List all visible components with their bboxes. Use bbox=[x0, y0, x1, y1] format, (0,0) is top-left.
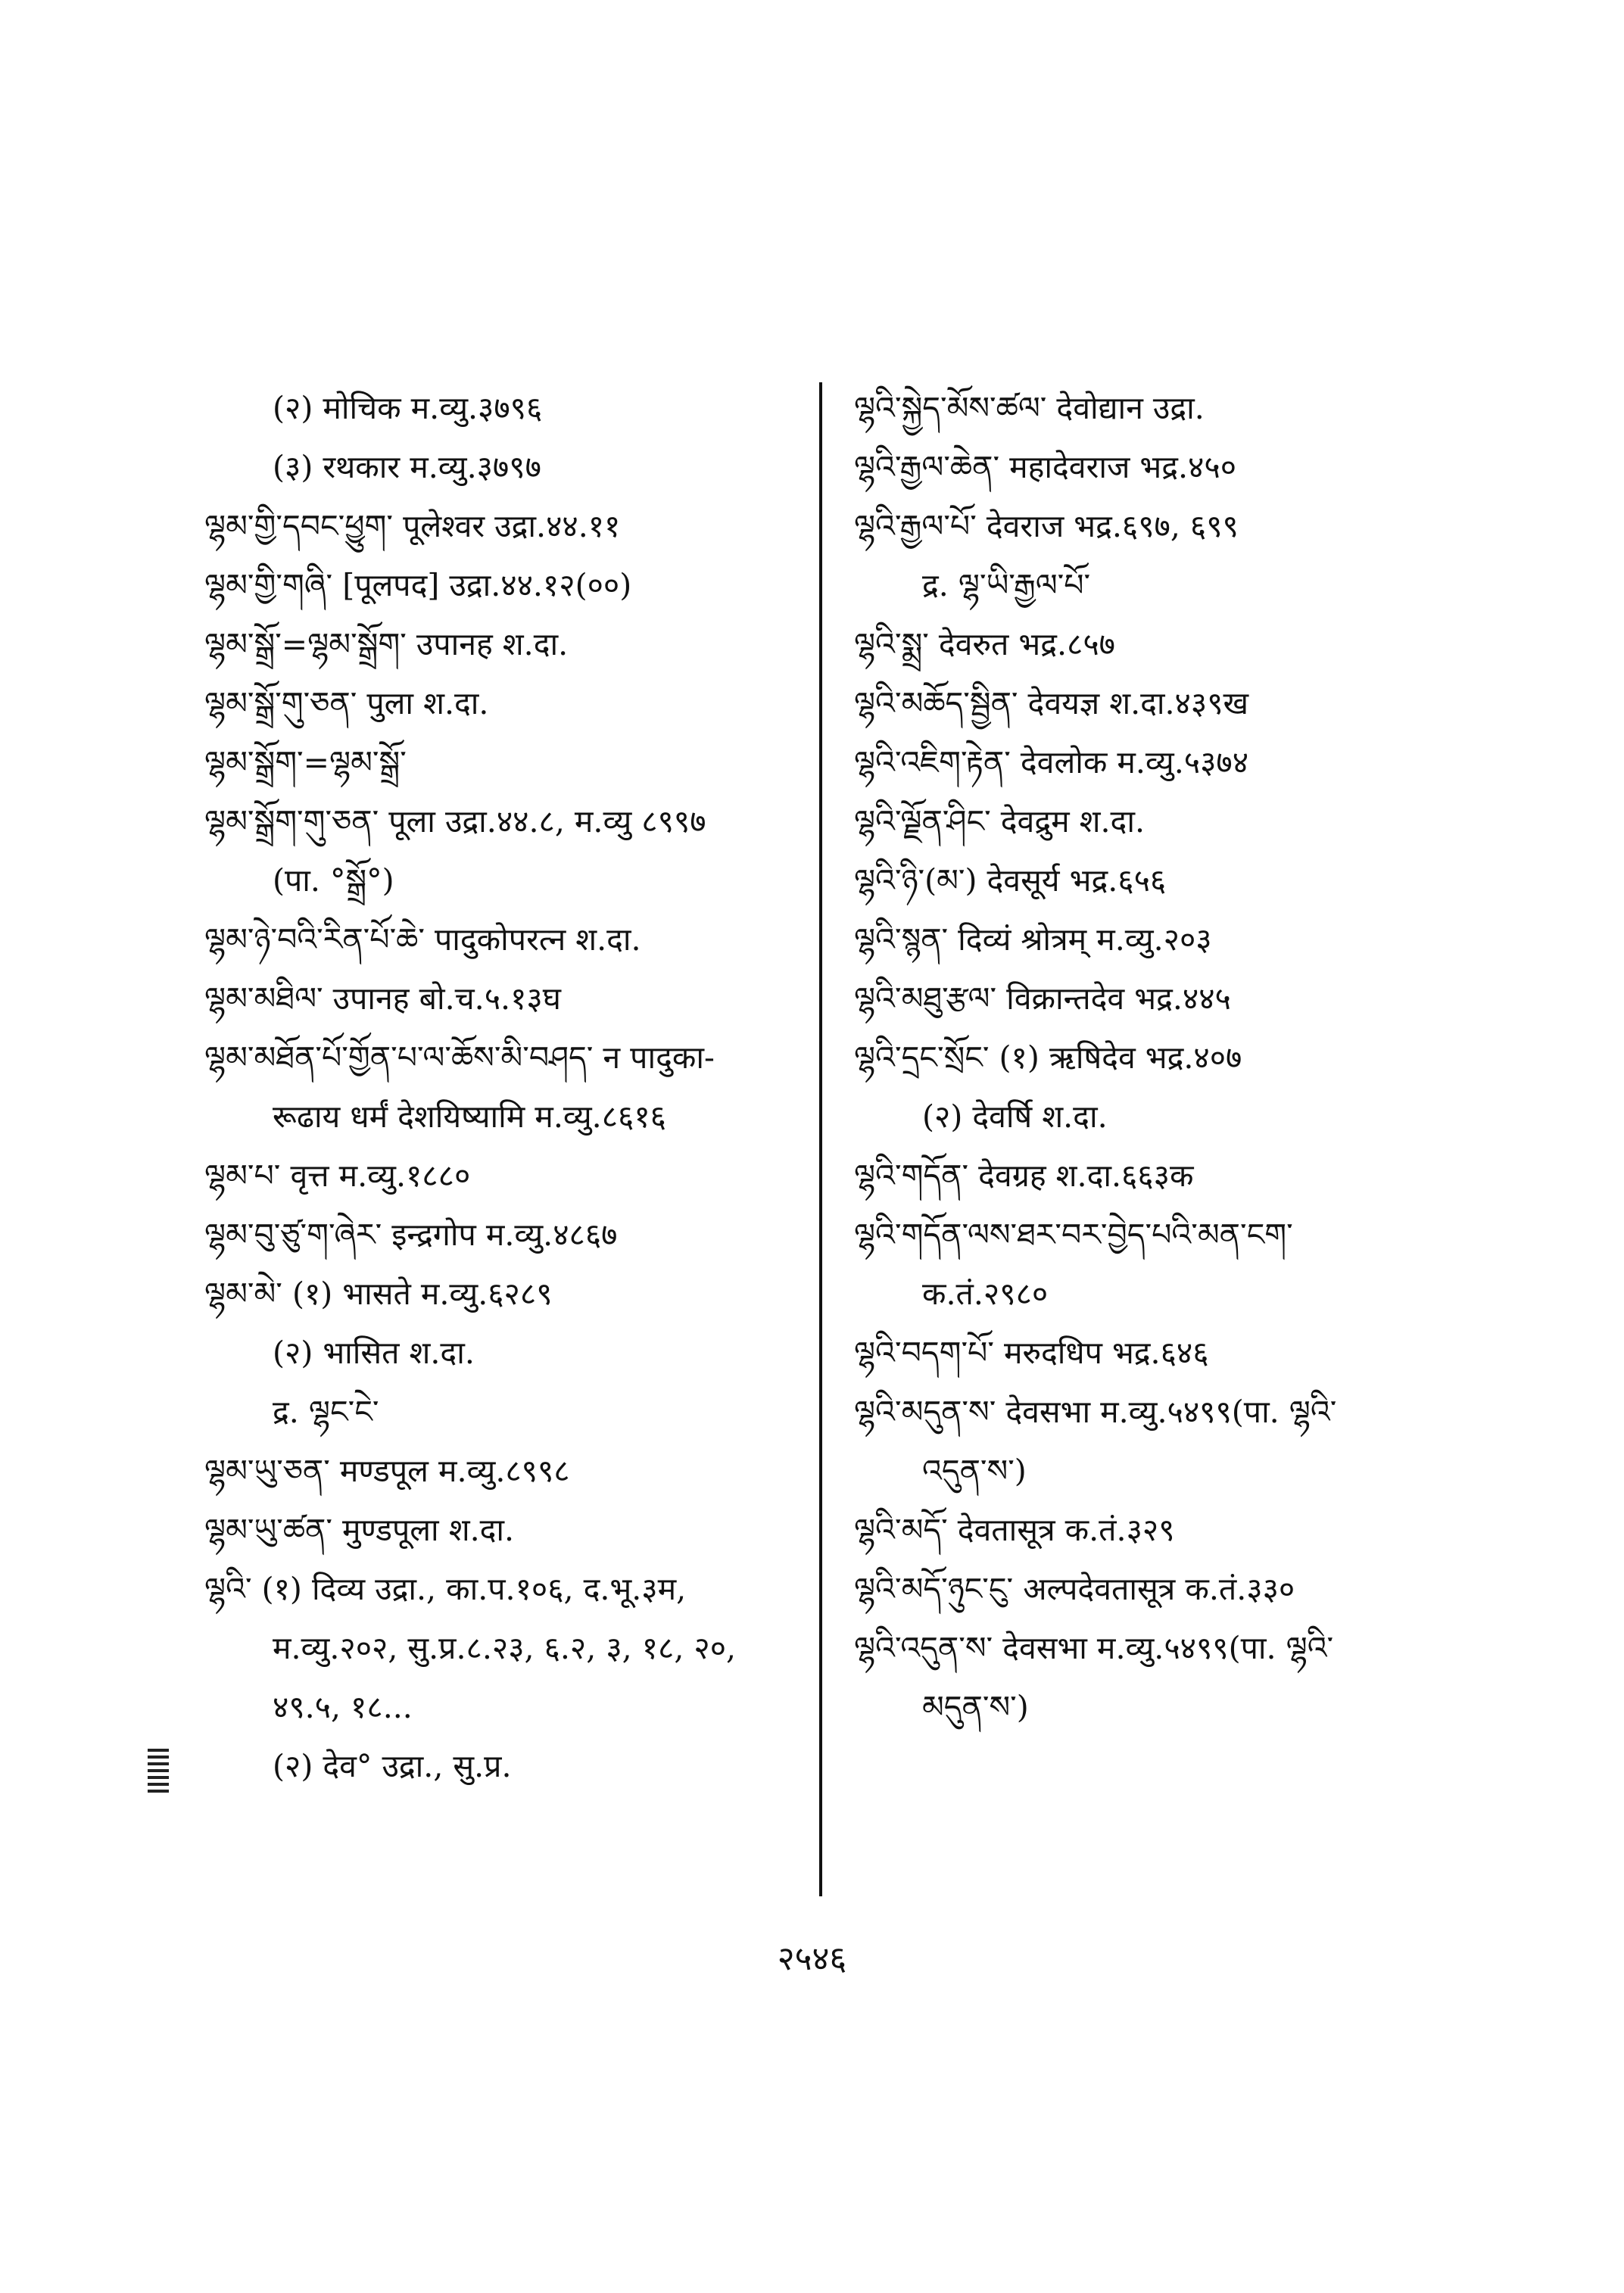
dictionary-entry: ལྷམ་གྱི་དབང་ཕྱུག་ पूलेश्वर उद्रा.४४.११ bbox=[204, 508, 621, 544]
dictionary-entry: མདུན་ས་) bbox=[922, 1689, 1029, 1725]
dictionary-entry: (२) भासित श.दा. bbox=[273, 1335, 475, 1371]
dictionary-entry: ལྷམ་སྒྲོག་གུ་ཅན་ पूला उद्रा.४४.८, म.व्यु ८९९७ bbox=[204, 803, 706, 840]
dictionary-entry: ལྷམ་མེ་ (१) भासते म.व्यु.६२८९ bbox=[204, 1276, 553, 1312]
dictionary-entry: ལྷའི་འདུན་ས་ देवसभा म.व्यु.५४९९(पा. ལྷའི་ bbox=[854, 1630, 1334, 1666]
dictionary-entry: ལྷམ་ཡུ་ཅན་ मण्डपूल म.व्यु.८९९८ bbox=[204, 1453, 570, 1489]
dictionary-entry: ལྷའི་མདོ་ཉུང་ངུ་ अल्पदेवतासूत्र क.तं.३३० bbox=[854, 1571, 1295, 1607]
dictionary-entry: ལྷམ་སྒྲོ་གུ་ཅན་ पुला श.दा. bbox=[204, 685, 489, 721]
dictionary-entry: ལྷའི་མཐུ་རྩལ་ विक्रान्तदेव भद्र.४४५ bbox=[854, 980, 1231, 1017]
dictionary-entry: (२) देवर्षि श.दा. bbox=[922, 1098, 1108, 1135]
dictionary-entry: ལྷའི་གདོན་ལས་ཐར་བར་བྱེད་པའི་མན་ངག་ bbox=[854, 1217, 1293, 1253]
dictionary-entry: ལྷའི་སྨྲ་ देवरुत भद्र.८५७ bbox=[854, 626, 1115, 662]
dictionary-entry: ལྷམ་སྒྲོག་=ལྷམ་སྒྲོ་ bbox=[204, 744, 407, 780]
dictionary-entry: ལྷའི་མདོ་ देवतासूत्र क.तं.३२९ bbox=[854, 1512, 1175, 1548]
dictionary-entry: द्र. ལྷ་ཡི་རྒྱལ་པོ་ bbox=[922, 567, 1091, 603]
dictionary-entry: ལྷའི་མཆོད་སྦྱིན་ देवयज्ञ श.दा.४३९ख bbox=[854, 685, 1249, 721]
dictionary-entry: ལྷའི་གདོན་ देवग्रह श.दा.६६३क bbox=[854, 1157, 1194, 1194]
dictionary-entry: ལྷའི་སྐྱེད་མོས་ཚལ་ देवोद्यान उद्रा. bbox=[854, 390, 1205, 426]
dictionary-entry: ལྷམ་བུ་ཙུ་ག་ཞེར་ इन्द्रगोप म.व्यु.४८६७ bbox=[204, 1217, 618, 1253]
right-column bbox=[854, 379, 1475, 1737]
dictionary-entry: ལྷའི་རྒྱལ་ཆེན་ महादेवराज भद्र.४५० bbox=[854, 449, 1237, 485]
dictionary-entry: क.तं.२९८० bbox=[922, 1276, 1049, 1312]
dictionary-entry: ४९.५, १८... bbox=[273, 1689, 413, 1725]
dictionary-entry: ལྷའི་མདུན་ས་ देवसभा म.व्यु.५४९९(पा. ལྷའི་ bbox=[854, 1394, 1337, 1430]
dictionary-entry: ལྷམ་པ་ वृत्त म.व्यु.१८८० bbox=[204, 1157, 471, 1194]
left-column bbox=[204, 379, 810, 1796]
dictionary-entry: (३) रथकार म.व्यु.३७९७ bbox=[273, 449, 541, 485]
dictionary-entry: ལྷམ་མཐིལ་ उपानह बो.च.५.१३घ bbox=[204, 980, 561, 1017]
dictionary-entry: द्र. ལྷང་ངེ་ bbox=[273, 1394, 379, 1430]
dictionary-entry: ལྷའི་བདག་པོ་ मरुदधिप भद्र.६४६ bbox=[854, 1335, 1209, 1371]
dictionary-entry: (पा. °སྒྲོ°) bbox=[273, 862, 394, 899]
dictionary-entry: (२) देव° उद्रा., सु.प्र. bbox=[273, 1748, 512, 1784]
column-divider bbox=[819, 382, 822, 1896]
dictionary-entry: ལྷམ་ཉེ་བའི་རིན་པོ་ཆེ་ पादुकोपरत्न श.दा. bbox=[204, 921, 641, 958]
dictionary-entry: ལྷམ་ཡུ་ཚན་ मुण्डपूला श.दा. bbox=[204, 1512, 515, 1548]
page-number: २५४६ bbox=[777, 1939, 847, 1978]
dictionary-entry: ལྷའི་ལྗོན་ཤིང་ देवद्रुम श.दा. bbox=[854, 803, 1145, 840]
dictionary-entry: ལྷམ་མཐོན་པོ་གྱོན་པ་ལ་ཆོས་མི་བཤད་ न पादुका- bbox=[204, 1039, 715, 1076]
margin-mark-icon bbox=[148, 1749, 169, 1793]
dictionary-entry: ལྷའི་རྒྱལ་པོ་ देवराज भद्र.६९७, ६९९ bbox=[854, 508, 1239, 544]
dictionary-entry: ལྷམ་སྒྲོ་=ལྷམ་སྒྲོག་ उपानह श.दा. bbox=[204, 626, 569, 662]
dictionary-entry: (२) मोचिक म.व्यु.३७९६ bbox=[273, 390, 543, 426]
dictionary-entry: रूढाय धर्मं देशयिष्यामि म.व्यु.८६१६ bbox=[273, 1098, 666, 1135]
dictionary-entry: म.व्यु.२०२, सु.प्र.८.२३, ६.२, ३, १८, २०, bbox=[273, 1630, 737, 1666]
dictionary-entry: ལྷའི་འཇིག་རྟེན་ देवलोक म.व्यु.५३७४ bbox=[854, 744, 1249, 780]
dictionary-entry: འདུན་ས་) bbox=[922, 1453, 1027, 1489]
dictionary-entry: ལྷའི་ (१) दिव्य उद्रा., का.प.१०६, द.भू.३म, bbox=[204, 1571, 687, 1607]
dictionary-entry: ལྷའི་ཉི་(མ་) देवसूर्य भद्र.६५६ bbox=[854, 862, 1167, 899]
dictionary-entry: ལྷའི་དྲང་སྲོང་ (१) ऋषिदेव भद्र.४०७ bbox=[854, 1039, 1242, 1076]
dictionary-entry: ལྷའི་སྙན་ दिव्यं श्रोत्रम् म.व्यु.२०३ bbox=[854, 921, 1212, 958]
dictionary-entry: ལྷམ་གྱི་གཞི་ [पूलपद] उद्रा.४४.१२(००) bbox=[204, 567, 632, 603]
